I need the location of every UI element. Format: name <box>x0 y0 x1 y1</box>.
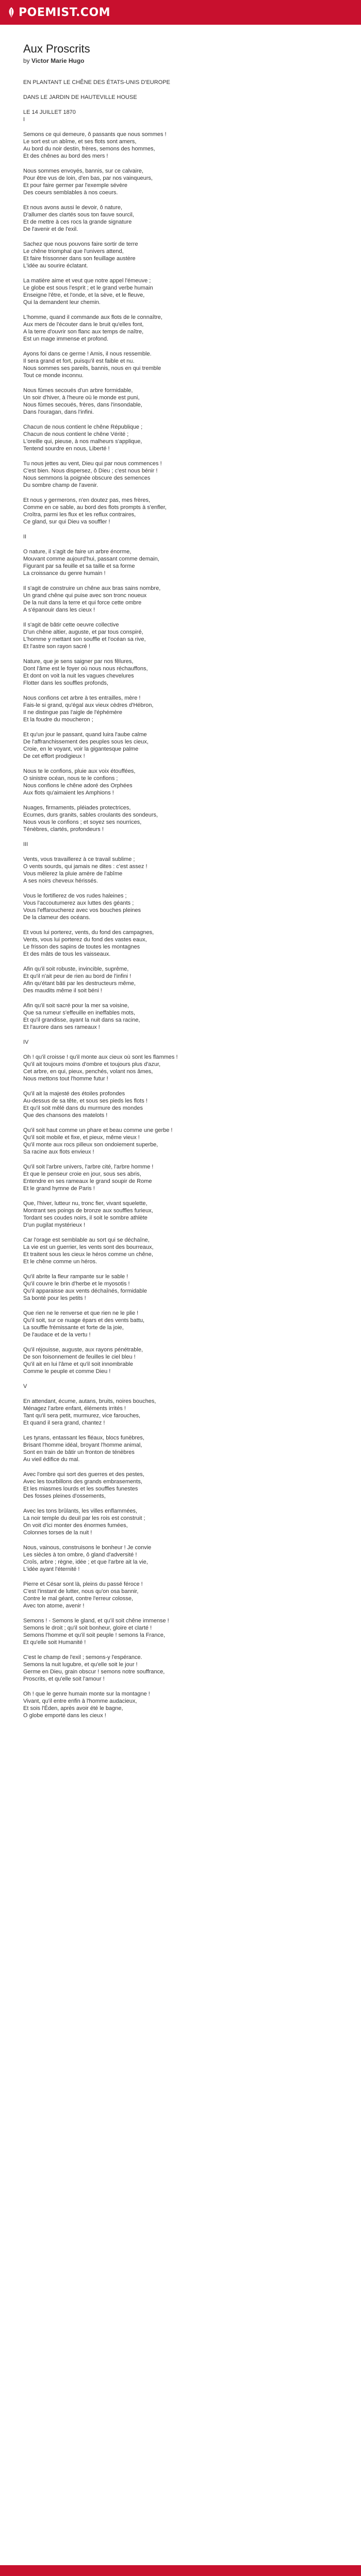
poem-line: O nature, il s'agit de faire un arbre énorme, <box>23 549 132 555</box>
poem-line: On voit d'ici monter des énormes fumées, <box>23 1522 128 1529</box>
poem-line: Figurant par sa feuille et sa taille et sa forme <box>23 563 135 569</box>
poem-line: Oh ! que le genre humain monte sur la montagne ! <box>23 1691 150 1697</box>
poem-line: Et sois l'Éden, après avoir été le bagne, <box>23 1705 123 1711</box>
poem-line: Qu'il réjouisse, auguste, aux rayons pénétrable, <box>23 1347 143 1353</box>
poem-stanza <box>23 1002 338 1031</box>
poem-line: Qu'il soit haut comme un phare et beau comme une gerbe ! <box>23 1127 173 1133</box>
poem-line: Et pour faire germer par l'exemple sévère <box>23 182 128 189</box>
poem-line: Un grand chêne qui puise avec son tronc noueux <box>23 592 147 599</box>
poem-line: Qu'il couvre le brin d'herbe et le myosotis ! <box>23 1281 130 1287</box>
poem-stanza <box>23 768 338 796</box>
poem-line: Aux mers de l'écouter dans le bruit qu'elles font, <box>23 321 144 328</box>
poem-line: Oh ! qu'il croisse ! qu'il monte aux cieux où sont les flammes ! <box>23 1054 178 1060</box>
poem-line: IV <box>23 1039 29 1045</box>
poem-line: Vivant, qu'il entre enfin à l'homme audacieux, <box>23 1698 137 1704</box>
poem-line: L'homme y mettant son souffle et l'océan sa rive, <box>23 636 146 642</box>
poem-line: Sachez que nous pouvons faire sortir de terre <box>23 241 138 247</box>
poem-line: Pour être vus de loin, d'en bas, par nos vainqueurs, <box>23 175 153 181</box>
poem-body <box>23 79 338 1719</box>
poem-line: Que sa rumeur s'effeuille en ineffables mots, <box>23 1010 135 1016</box>
poem-line: Les tyrans, entassant les fléaux, blocs funèbres, <box>23 1435 144 1441</box>
poem-stanza <box>23 1690 338 1719</box>
poem-line: D'allumer des clartés sous ton fauve sourcil, <box>23 212 134 218</box>
poem-line: Cet arbre, en qui, pieux, penchés, volant nos âmes, <box>23 1069 153 1075</box>
poem-stanza <box>23 1383 338 1390</box>
site-header <box>0 0 361 25</box>
poem-line: Vous l'effaroucherez avec vos bouches pleines <box>23 907 141 913</box>
poem-line: Vous mêlerez la pluie amère de l'abîme <box>23 871 123 877</box>
poem-line: Et qu'il grandisse, ayant la nuit dans sa racine, <box>23 1017 140 1023</box>
poem-line: Enseigne l'être, et l'onde, et la sève, et le fleuve, <box>23 292 145 298</box>
poem-line: Aux flots qu'aimaient les Amphions ! <box>23 790 114 796</box>
poem-line: Des maudits même il soit béni ! <box>23 988 102 994</box>
poem-line: Dont l'âme est le foyer où nous nous réchauffons, <box>23 666 148 672</box>
poem-stanza <box>23 1090 338 1119</box>
poem-line: L'idée ayant l'éternité ! <box>23 1566 80 1572</box>
poem-line: Et vous lui porterez, vents, du fond des campagnes, <box>23 929 154 936</box>
poem-line: O globe emporté dans les cieux ! <box>23 1713 106 1719</box>
poem-line: EN PLANTANT LE CHÊNE DES ÉTATS-UNIS D'EUROPE <box>23 79 170 86</box>
poem-container <box>0 25 361 1719</box>
poem-line: Et nous avons aussi le devoir, ô nature, <box>23 205 123 211</box>
poem-line: Entendre en ses rameaux le grand soupir de Rome <box>23 1178 152 1184</box>
poem-line: En attendant, écume, autans, bruits, noires bouches, <box>23 1398 156 1404</box>
poem-line: Des coeurs semblables à nos coeurs. <box>23 190 118 196</box>
poem-line: Il ne distingue pas l'aigle de l'éphémère <box>23 709 122 716</box>
byline-prefix: by <box>23 57 30 64</box>
poem-byline <box>23 57 338 64</box>
poem-line: De la clameur des océans. <box>23 914 91 921</box>
poem-line: Pierre et César sont là, pleins du passé féroce ! <box>23 1581 143 1587</box>
poem-stanza <box>23 1163 338 1192</box>
poem-stanza <box>23 1310 338 1338</box>
poem-line: Ayons foi dans ce germe ! Amis, il nous ressemble. <box>23 351 152 357</box>
poem-line: Tu nous jettes au vent, Dieu qui par nous commences ! <box>23 461 162 467</box>
poem-stanza <box>23 856 338 885</box>
poem-line: DANS LE JARDIN DE HAUTEVILLE HOUSE <box>23 94 137 100</box>
poem-stanza <box>23 94 338 101</box>
poem-line: Ce gland, sur qui Dieu va souffler ! <box>23 519 110 525</box>
poem-line: La matière aime et veut que notre appel l'émeuve ; <box>23 278 151 284</box>
poem-stanza <box>23 1617 338 1646</box>
poem-stanza <box>23 1581 338 1609</box>
poem-line: Mouvant comme aujourd'hui, passant comme demain, <box>23 556 159 562</box>
poem-stanza <box>23 423 338 452</box>
poem-line: Nous te le confions, pluie aux voix étouffées, <box>23 768 136 774</box>
poem-line: Et dont on voit la nuit les vagues chevelures <box>23 673 134 679</box>
poem-line: Nous confions le chêne adoré des Orphées <box>23 783 133 789</box>
poem-line: Vents, vous lui porterez du fond des vastes eaux, <box>23 937 147 943</box>
poem-stanza <box>23 1236 338 1265</box>
poem-line: Les siècles à ton ombre, ô gland d'adversité ! <box>23 1552 137 1558</box>
poem-line: Et nous y germerons, n'en doutez pas, mes frères, <box>23 497 151 503</box>
poem-line: Brisant l'homme idéal, broyant l'homme animal, <box>23 1442 142 1448</box>
poem-line: V <box>23 1383 27 1389</box>
poem-line: III <box>23 841 28 848</box>
poem-line: Et que le penseur croie en jour, sous ses abris, <box>23 1171 141 1177</box>
poem-line: Et le grand hymne de Paris ! <box>23 1185 95 1192</box>
poem-stanza <box>23 929 338 958</box>
poem-line: Vents, vous travaillerez à ce travail sublime ; <box>23 856 135 862</box>
poem-stanza <box>23 1507 338 1536</box>
poem-stanza <box>23 804 338 833</box>
poem-line: A ses noirs cheveux hérissés. <box>23 878 98 884</box>
poem-line: Au vieil édifice du mal. <box>23 1456 80 1463</box>
poem-line: Et l'astre son rayon sacré ! <box>23 643 90 650</box>
poem-line: Et qu'un jour le passant, quand luira l'aube calme <box>23 732 147 738</box>
poem-line: Est un mage immense et profond. <box>23 336 109 342</box>
poem-line: Semons le droit ; qu'il soit bonheur, gloire et clarté ! <box>23 1625 152 1631</box>
feather-pen-icon <box>7 7 15 18</box>
poem-line: Vous le fortifierez de vos rudes haleines ; <box>23 893 127 899</box>
poem-line: Ecumes, durs granits, sables croulants des sondeurs, <box>23 812 158 818</box>
poem-line: Croîtra, parmi les flux et les reflux contraires, <box>23 512 136 518</box>
poem-stanza <box>23 167 338 196</box>
poem-line: Nous fûmes secoués d'un arbre formidable, <box>23 387 133 394</box>
poem-line: Chacun de nous contient le chêne République ; <box>23 424 143 430</box>
poem-stanza <box>23 621 338 650</box>
poem-line: Et qu'il soit mêlé dans du murmure des mondes <box>23 1105 143 1111</box>
poem-line: Dans l'ouragan, dans l'infini. <box>23 409 94 415</box>
poem-line: Et des mâts de tous les vaisseaux. <box>23 951 111 957</box>
poem-line: Nous mettons tout l'homme futur ! <box>23 1076 108 1082</box>
poem-stanza <box>23 109 338 123</box>
poem-line: Et qu'il n'ait peur de rien au bord de l'infini ! <box>23 973 132 979</box>
poem-stanza <box>23 1200 338 1229</box>
poem-line: I <box>23 116 25 123</box>
poem-line: Proscrits, et qu'elle soit l'amour ! <box>23 1676 105 1682</box>
poem-stanza <box>23 1039 338 1046</box>
poem-line: A la terre d'ouvrir son flanc aux temps de naître, <box>23 329 144 335</box>
poem-line: Qu'il soit mobile et fixe, et pieux, même vieux ! <box>23 1134 140 1141</box>
poem-line: L'oreille qui, pieuse, à nos malheurs s'applique, <box>23 438 142 445</box>
poem-stanza <box>23 1398 338 1427</box>
poem-line: Le sort est un abîme, et ses flots sont amers, <box>23 139 137 145</box>
poem-line: Qu'il monte aux rocs pilleux son ondoiement superbe, <box>23 1142 158 1148</box>
poem-line: Au-dessus de sa tête, et sous ses pieds les flots ! <box>23 1098 147 1104</box>
poem-line: Tant qu'il sera petit, murmurez, vice farouches, <box>23 1413 141 1419</box>
poem-stanza <box>23 1434 338 1463</box>
poem-line: Et la foudre du moucheron ; <box>23 717 93 723</box>
poem-stanza <box>23 241 338 269</box>
poem-line: Il sera grand et fort, puisqu'il est faible et nu. <box>23 358 135 364</box>
site-footer <box>0 2565 361 2576</box>
poem-stanza <box>23 585 338 614</box>
poem-stanza <box>23 79 338 86</box>
poem-line: Fais-le si grand, qu'égal aux vieux cèdres d'Hébron, <box>23 702 154 708</box>
author-link[interactable]: Victor Marie Hugo <box>31 57 85 64</box>
poem-line: Tentend sourdre en nous, Liberté ! <box>23 446 110 452</box>
poem-line: Nous fûmes secoués, frères, dans l'insondable, <box>23 402 142 408</box>
poem-line: II <box>23 534 27 540</box>
poem-stanza <box>23 694 338 723</box>
poem-line: Ténèbres, clartés, profondeurs ! <box>23 826 104 833</box>
poem-line: Il s'agit de construire un chêne aux bras sains nombre, <box>23 585 161 591</box>
poem-line: D'un pugilat mystérieux ! <box>23 1222 86 1228</box>
poem-line: Sa bonté pour les petits ! <box>23 1295 86 1301</box>
poem-line: Nous, vainous, construisons le bonheur ! Je convie <box>23 1545 152 1551</box>
poem-line: La noir temple du deuil par les rois est construit ; <box>23 1515 145 1521</box>
poem-stanza <box>23 497 338 526</box>
poem-line: Sont en train de bâtir un fronton de ténèbres <box>23 1449 135 1455</box>
poem-line: A s'épanouir dans les cieux ! <box>23 607 95 613</box>
poem-line: Nous semmons la poignée obscure des semences <box>23 475 151 481</box>
poem-line: Tordant ses coudes noirs, il soit le sombre athlète <box>23 1215 147 1221</box>
poem-line: Et faire frissonner dans son feuillage austère <box>23 256 136 262</box>
poem-line: Qu'il apparaisse aux vents déchaînés, formidable <box>23 1288 147 1294</box>
poem-stanza <box>23 658 338 687</box>
poem-line: Semons ce qui demeure, ô passants que nous sommes ! <box>23 131 167 138</box>
site-logo[interactable]: POEMIST.COM <box>19 6 111 19</box>
poem-line: Nature, que je sens saigner par nos fêlures, <box>23 658 134 665</box>
poem-line: Croîs, arbre ; règne, idée ; et que l'arbre ait la vie, <box>23 1559 148 1565</box>
poem-line: Afin qu'il soit robuste, invincible, suprême, <box>23 966 129 972</box>
poem-line: Avec les tourbillons des grands embrasements, <box>23 1479 142 1485</box>
poem-line: Germe en Dieu, grain obscur ! semons notre souffrance, <box>23 1669 165 1675</box>
poem-line: Comme en ce sable, au bord des flots prompts à s'enfler, <box>23 504 167 511</box>
poem-stanza <box>23 1654 338 1683</box>
poem-line: D'un chêne altier, auguste, et par tous conspiré, <box>23 629 143 635</box>
poem-line: Du sombre champ de l'avenir. <box>23 482 99 488</box>
poem-stanza <box>23 548 338 577</box>
poem-stanza <box>23 277 338 306</box>
poem-line: De l'affranchissement des peuples sous les cieux, <box>23 739 149 745</box>
poem-stanza <box>23 1471 338 1500</box>
poem-line: Contre le mal géant, contre l'erreur colosse, <box>23 1596 134 1602</box>
poem-line: Semons l'homme et qu'il soit peuple ! semons la France, <box>23 1632 166 1638</box>
poem-line: Qu'il ait la majesté des étoiles profondes <box>23 1091 125 1097</box>
poem-line: Et des chênes au bord des mers ! <box>23 153 108 159</box>
poem-stanza <box>23 204 338 233</box>
poem-stanza <box>23 460 338 489</box>
poem-line: Que, l'hiver, lutteur nu, tronc fier, vivant squelette, <box>23 1200 147 1207</box>
poem-line: Flotter dans les souffles profonds, <box>23 680 108 686</box>
poem-line: O sinistre océan, nous te le confions ; <box>23 775 118 782</box>
poem-stanza <box>23 387 338 416</box>
poem-line: Semons la nuit lugubre, et qu'elle soit le jour ! <box>23 1662 138 1668</box>
poem-title: Aux Proscrits <box>23 42 90 55</box>
poem-line: Qui la demandent leur chemin. <box>23 299 101 306</box>
poem-stanza <box>23 1054 338 1082</box>
poem-line: Et l'aurore dans ses rameaux ! <box>23 1024 100 1030</box>
poem-line: Ménagez l'arbre enfant, éléments irrités ! <box>23 1405 126 1412</box>
poem-line: Avec l'ombre qui sort des guerres et des pestes, <box>23 1471 144 1478</box>
poem-line: L'homme, quand il commande aux flots de le connaître, <box>23 314 162 320</box>
poem-line: Et les miasmes lourds et les souffles funestes <box>23 1486 138 1492</box>
poem-line: Avec les tons brûlants, les villes enflammées, <box>23 1508 138 1514</box>
poem-line: Chacun de nous contient le chêne Vérité ; <box>23 431 129 437</box>
poem-stanza <box>23 731 338 760</box>
poem-line: Qu'il soit, sur ce nuage épars et des vents battu, <box>23 1317 145 1324</box>
poem-line: La vie est un guerrier, les vents sont des bourreaux, <box>23 1244 154 1250</box>
poem-line: Qu'il soit l'arbre univers, l'arbre cité, l'arbre homme ! <box>23 1164 154 1170</box>
poem-line: Que rien ne le renverse et que rien ne le plie ! <box>23 1310 139 1316</box>
poem-stanza <box>23 1273 338 1302</box>
poem-line: Le frisson des sapins de toutes les montagnes <box>23 944 140 950</box>
poem-line: Qu'il abrite la fleur rampante sur le sable ! <box>23 1274 128 1280</box>
poem-stanza <box>23 1127 338 1156</box>
poem-line: Nous sommes ses pareils, bannis, nous en qui tremble <box>23 365 161 371</box>
poem-line: O vents sourds, qui jamais ne dites : c'est assez ! <box>23 863 147 870</box>
poem-line: De la nuit dans la terre et qui force cette ombre <box>23 600 142 606</box>
poem-line: De son foisonnement de feuilles le ciel bleu ! <box>23 1354 136 1360</box>
poem-line: De l'avenir et de l'exil. <box>23 226 78 232</box>
poem-stanza <box>23 841 338 848</box>
poem-line: Afin qu'étant bâti par les destructeurs même, <box>23 980 136 987</box>
poem-line: Le globe est sous l'esprit ; et le grand verbe humain <box>23 285 153 291</box>
poem-line: Avec ton atome, avenir ! <box>23 1603 85 1609</box>
poem-line: Le chêne triomphal que l'univers attend, <box>23 248 124 255</box>
poem-line: Que des chansons des matelots ! <box>23 1112 108 1118</box>
poem-line: Sa racine aux flots envieux ! <box>23 1149 94 1155</box>
poem-line: Un soir d'hiver, à l'heure où le monde est puni, <box>23 395 140 401</box>
poem-stanza <box>23 350 338 379</box>
poem-stanza <box>23 1544 338 1573</box>
poem-line: Vous l'accoutumerez aux luttes des géants ; <box>23 900 134 906</box>
poem-line: Au bord du noir destin, frères, semons des hommes, <box>23 146 155 152</box>
poem-stanza <box>23 314 338 343</box>
poem-line: Et traitent sous les cieux le héros comme un chêne, <box>23 1251 153 1258</box>
poem-stanza <box>23 533 338 540</box>
poem-line: C'est bien. Nous dispersez, ô Dieu ; c'est nous bénir ! <box>23 468 158 474</box>
poem-line: Colonnes torses de la nuit ! <box>23 1530 92 1536</box>
poem-line: Il s'agit de bâtir cette oeuvre collective <box>23 622 119 628</box>
poem-line: Qu'il ait toujours moins d'ombre et toujours plus d'azur, <box>23 1061 161 1067</box>
poem-line: La croissance du genre humain ! <box>23 570 106 577</box>
poem-line: C'est le champ de l'exil ; semons-y l'espérance. <box>23 1654 142 1660</box>
poem-line: Et qu'elle soit Humanité ! <box>23 1639 86 1646</box>
poem-line: Afin qu'il soit sacré pour la mer sa voisine, <box>23 1003 129 1009</box>
poem-stanza <box>23 965 338 994</box>
poem-line: Montrant ses poings de bronze aux souffles furieux, <box>23 1208 153 1214</box>
poem-line: La souffle frémissante et forte de la joie, <box>23 1325 124 1331</box>
poem-line: De l'audace et de la vertu ! <box>23 1332 91 1338</box>
poem-line: Comme le peuple et comme Dieu ! <box>23 1368 111 1375</box>
poem-line: Nous sommes envoyés, bannis, sur ce calvaire, <box>23 168 143 174</box>
poem-line: Tout ce monde inconnu. <box>23 372 84 379</box>
poem-stanza <box>23 131 338 160</box>
poem-line: Nous vous le confions ; et soyez ses nourrices, <box>23 819 142 825</box>
poem-line: Croie, en le voyant, voir la gigantesque palme <box>23 746 139 752</box>
poem-stanza <box>23 892 338 921</box>
poem-stanza <box>23 1346 338 1375</box>
poem-line: Qu'il ait en lui l'âme et qu'il soit innombrable <box>23 1361 133 1367</box>
poem-line: Semons ! - Semons le gland, et qu'il soit chêne immense ! <box>23 1618 169 1624</box>
poem-line: Et quand il sera grand, chantez ! <box>23 1420 105 1426</box>
poem-line: C'est l'instant de lutter, nous qu'on osa bannir, <box>23 1588 139 1595</box>
poem-line: De cet effort prodigieux ! <box>23 753 85 759</box>
poem-line: Et le chêne comme un héros. <box>23 1259 97 1265</box>
poem-line: L'idée au sourire éclatant. <box>23 263 88 269</box>
poem-line: Des fosses pleines d'ossements, <box>23 1493 106 1499</box>
poem-line: LE 14 JUILLET 1870 <box>23 109 76 115</box>
poem-line: Car l'orage est semblable au sort qui se déchaîne, <box>23 1237 150 1243</box>
poem-line: Et de mettre à ces rocs la grande signature <box>23 219 132 225</box>
poem-line: Nuages, firmaments, pléiades protectrices, <box>23 805 131 811</box>
poem-line: Nous confions cet arbre à tes entrailles, mère ! <box>23 695 141 701</box>
